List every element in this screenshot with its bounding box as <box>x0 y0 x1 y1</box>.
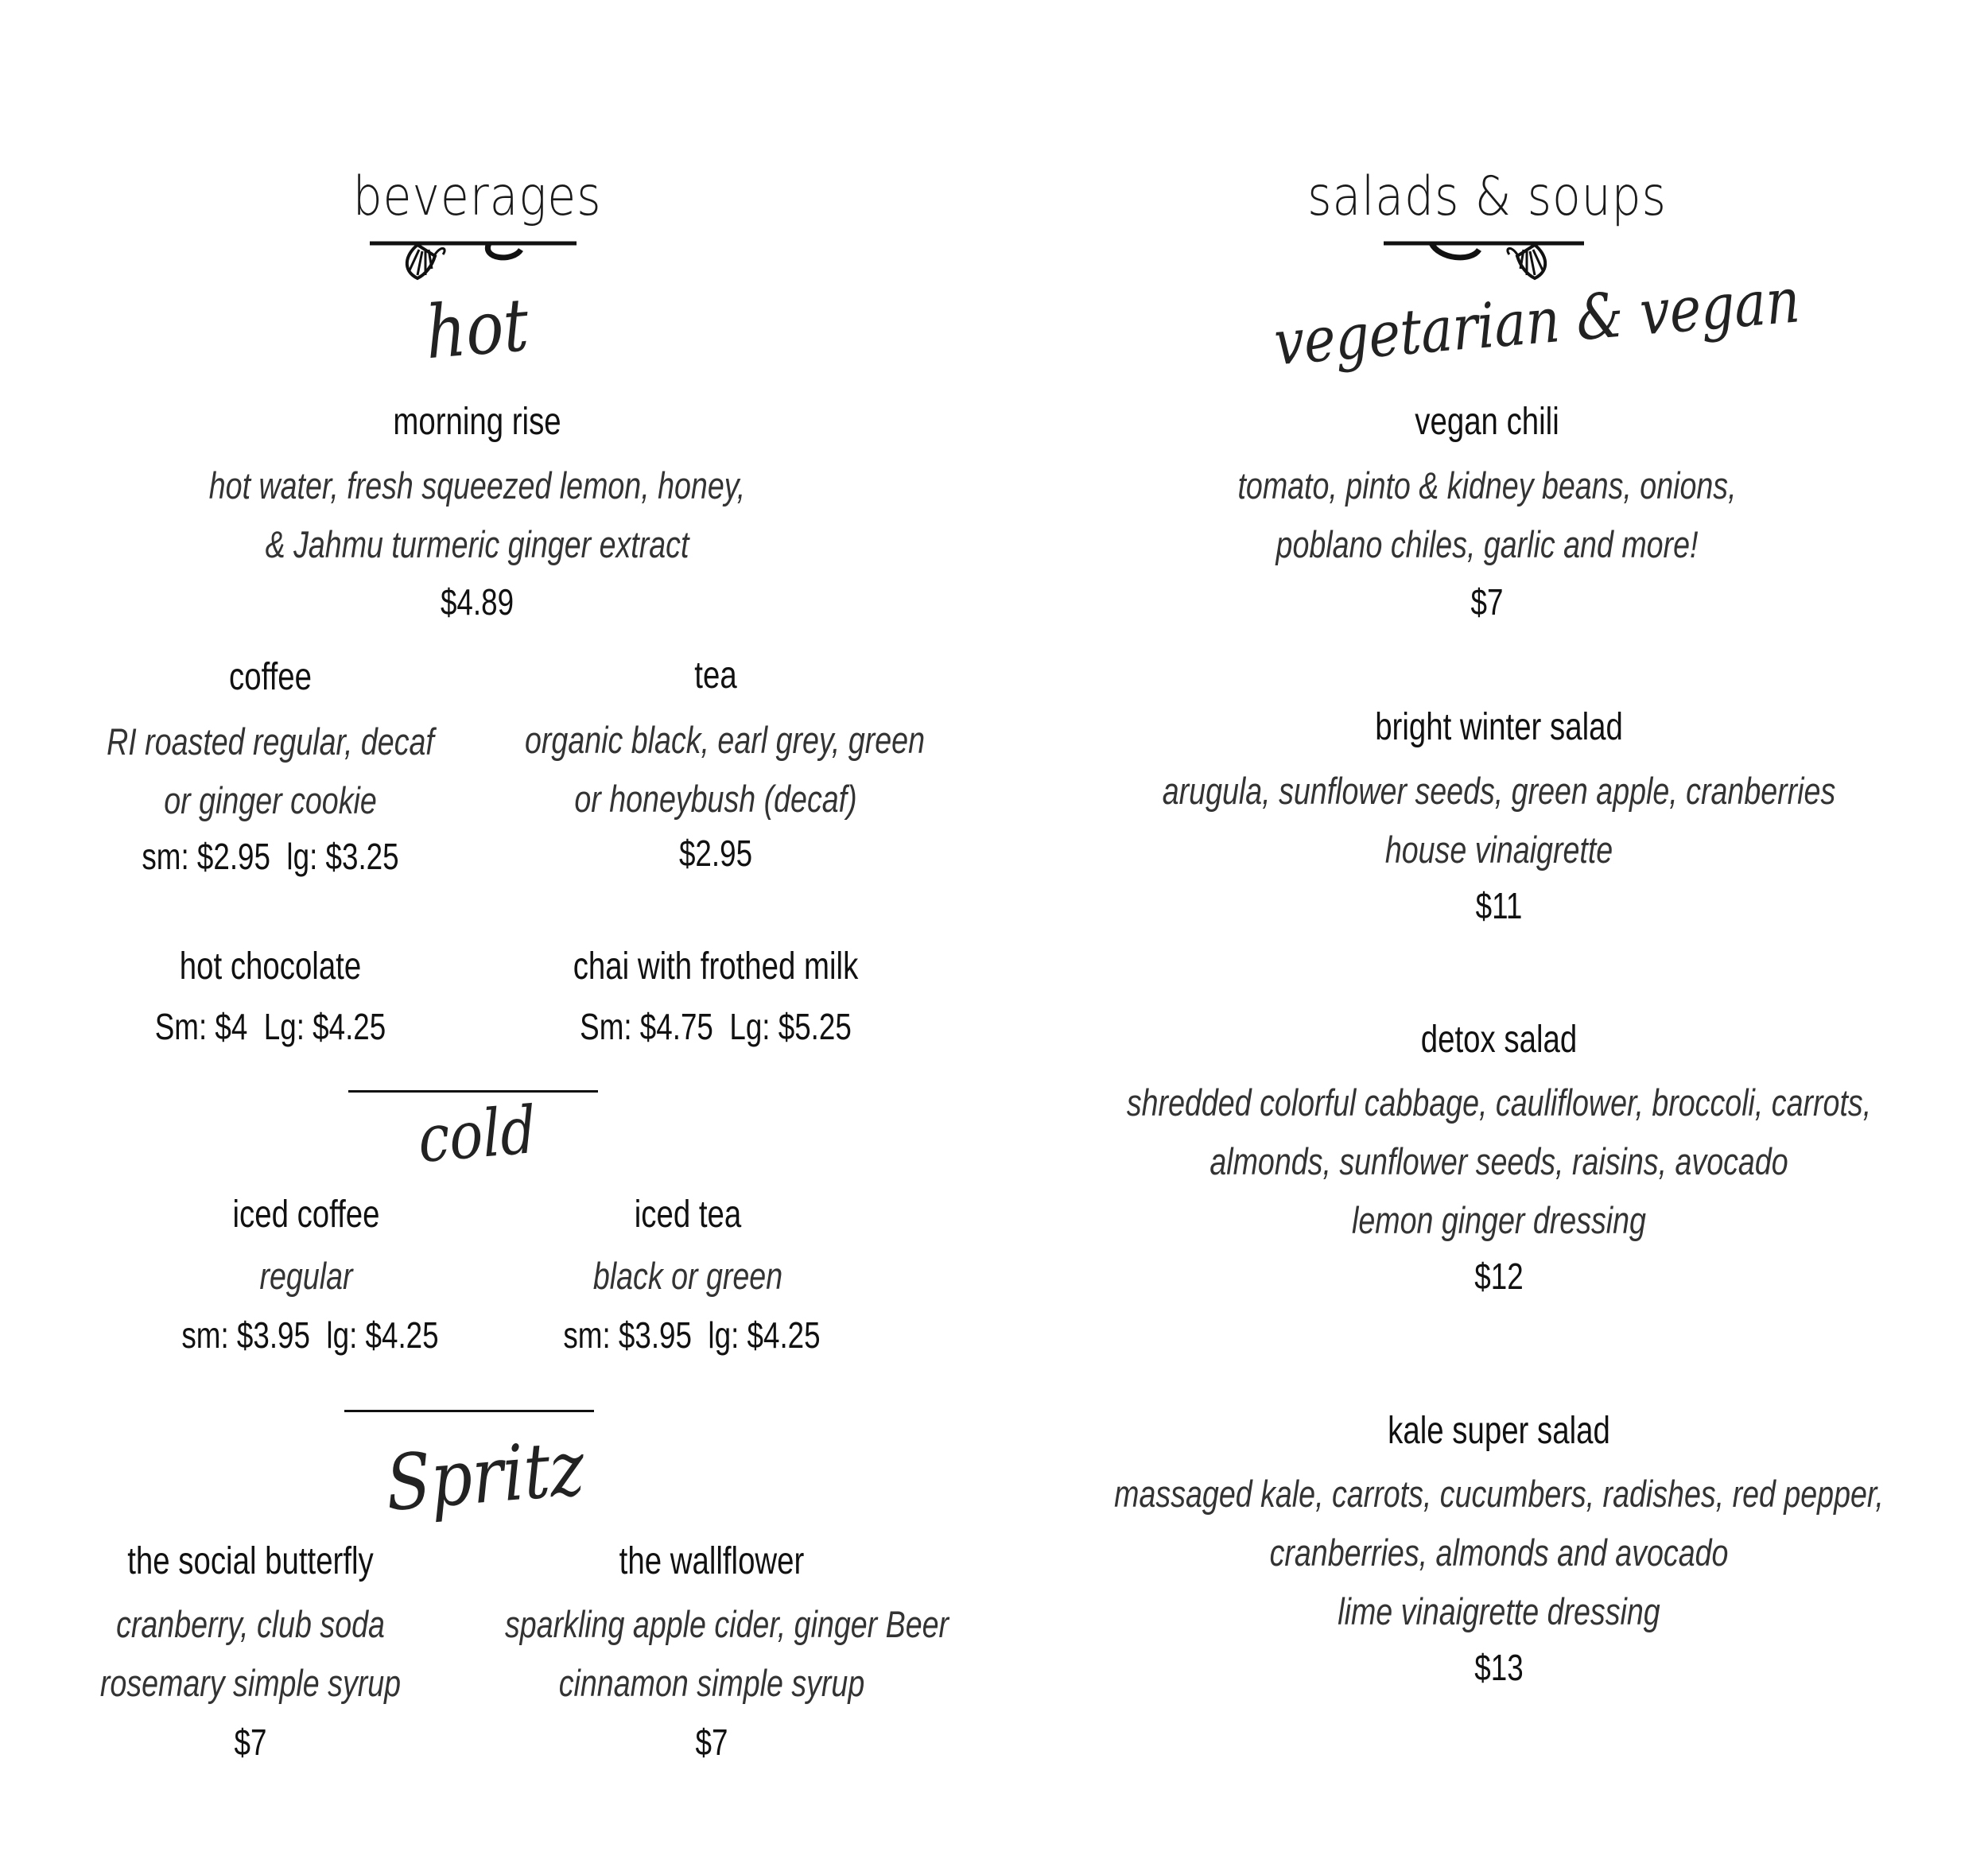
item-desc-wallflower-1: sparkling apple cider, ginger Beer <box>505 1603 949 1645</box>
item-desc-coffee-2: or ginger cookie <box>164 779 377 821</box>
item-price-hot-chocolate: Sm: $4 Lg: $4.25 <box>154 1006 386 1047</box>
item-name-vegan-chili: vegan chili <box>1415 401 1559 443</box>
item-desc-iced-tea-1: black or green <box>592 1255 783 1297</box>
item-price-vegan-chili: $7 <box>1470 581 1504 623</box>
item-desc-iced-coffee-1: regular <box>259 1255 353 1297</box>
item-desc-social-butterfly-2: rosemary simple syrup <box>99 1662 402 1704</box>
item-price-detox: $12 <box>1474 1256 1524 1297</box>
fan-flower-icon <box>1508 245 1545 278</box>
item-desc-detox-1: shredded colorful cabbage, cauliflower, broccoli, carrots, <box>1126 1081 1872 1124</box>
item-name-wallflower: the wallflower <box>619 1540 805 1582</box>
spritz-label: Spritz <box>383 1423 587 1529</box>
item-price-morning-rise: $4.89 <box>440 581 514 623</box>
vegetarian-vegan-label: vegetarian & vegan <box>1272 265 1802 380</box>
item-desc-social-butterfly-1: cranberry, club soda <box>116 1603 385 1645</box>
item-price-tea: $2.95 <box>678 833 753 874</box>
item-desc-detox-3: lemon ginger dressing <box>1352 1199 1646 1241</box>
beverages-heading: beverages <box>352 165 602 228</box>
item-desc-bright-winter-2: house vinaigrette <box>1384 829 1613 871</box>
item-name-morning-rise: morning rise <box>393 401 561 443</box>
flourish-ornament-left <box>370 231 592 286</box>
item-name-coffee: coffee <box>229 656 312 698</box>
item-desc-bright-winter-1: arugula, sunflower seeds, green apple, cranberries <box>1162 770 1836 812</box>
item-desc-morning-rise-2: & Jahmu turmeric ginger extract <box>265 523 689 565</box>
item-desc-coffee-1: RI roasted regular, decaf <box>107 720 434 763</box>
item-price-coffee: sm: $2.95 lg: $3.25 <box>142 836 399 877</box>
cold-label: cold <box>416 1093 538 1178</box>
item-desc-detox-2: almonds, sunflower seeds, raisins, avocado <box>1209 1140 1788 1182</box>
item-name-kale-super-salad: kale super salad <box>1388 1410 1610 1452</box>
item-desc-wallflower-2: cinnamon simple syrup <box>558 1662 865 1704</box>
hot-label: hot <box>423 281 531 376</box>
salads-soups-heading: salads & soups <box>1307 165 1667 228</box>
divider-cold <box>348 1090 598 1093</box>
item-name-bright-winter-salad: bright winter salad <box>1375 706 1623 748</box>
item-name-hot-chocolate: hot chocolate <box>179 945 362 988</box>
swirl-icon <box>487 243 521 258</box>
item-price-bright-winter: $11 <box>1475 885 1523 926</box>
item-name-detox-salad: detox salad <box>1420 1019 1578 1061</box>
item-name-social-butterfly: the social butterfly <box>127 1540 374 1582</box>
item-price-kale: $13 <box>1474 1647 1524 1688</box>
item-name-iced-coffee: iced coffee <box>232 1194 380 1236</box>
item-name-tea: tea <box>694 654 737 697</box>
item-price-iced-tea: sm: $3.95 lg: $4.25 <box>563 1314 821 1356</box>
item-desc-kale-2: cranberries, almonds and avocado <box>1269 1531 1729 1574</box>
fan-flower-icon <box>407 245 445 278</box>
item-name-iced-tea: iced tea <box>634 1194 742 1236</box>
item-name-chai: chai with frothed milk <box>573 945 859 988</box>
item-desc-kale-1: massaged kale, carrots, cucumbers, radishes, red pepper, <box>1114 1473 1884 1515</box>
item-price-iced-coffee: sm: $3.95 lg: $4.25 <box>181 1314 439 1356</box>
item-desc-tea-2: or honeybush (decaf) <box>574 778 857 820</box>
item-desc-kale-3: lime vinaigrette dressing <box>1338 1590 1660 1632</box>
item-price-wallflower: $7 <box>695 1722 728 1763</box>
flourish-ornament-right <box>1384 231 1590 286</box>
item-desc-tea-1: organic black, earl grey, green <box>525 719 925 761</box>
item-desc-vegan-chili-2: poblano chiles, garlic and more! <box>1276 523 1699 565</box>
item-price-social-butterfly: $7 <box>234 1722 267 1763</box>
item-desc-vegan-chili-1: tomato, pinto & kidney beans, onions, <box>1237 464 1737 507</box>
swirl-icon <box>1431 243 1479 258</box>
divider-spritz <box>344 1410 594 1412</box>
item-price-chai: Sm: $4.75 Lg: $5.25 <box>580 1006 852 1047</box>
item-desc-morning-rise-1: hot water, fresh squeezed lemon, honey, <box>208 464 746 507</box>
